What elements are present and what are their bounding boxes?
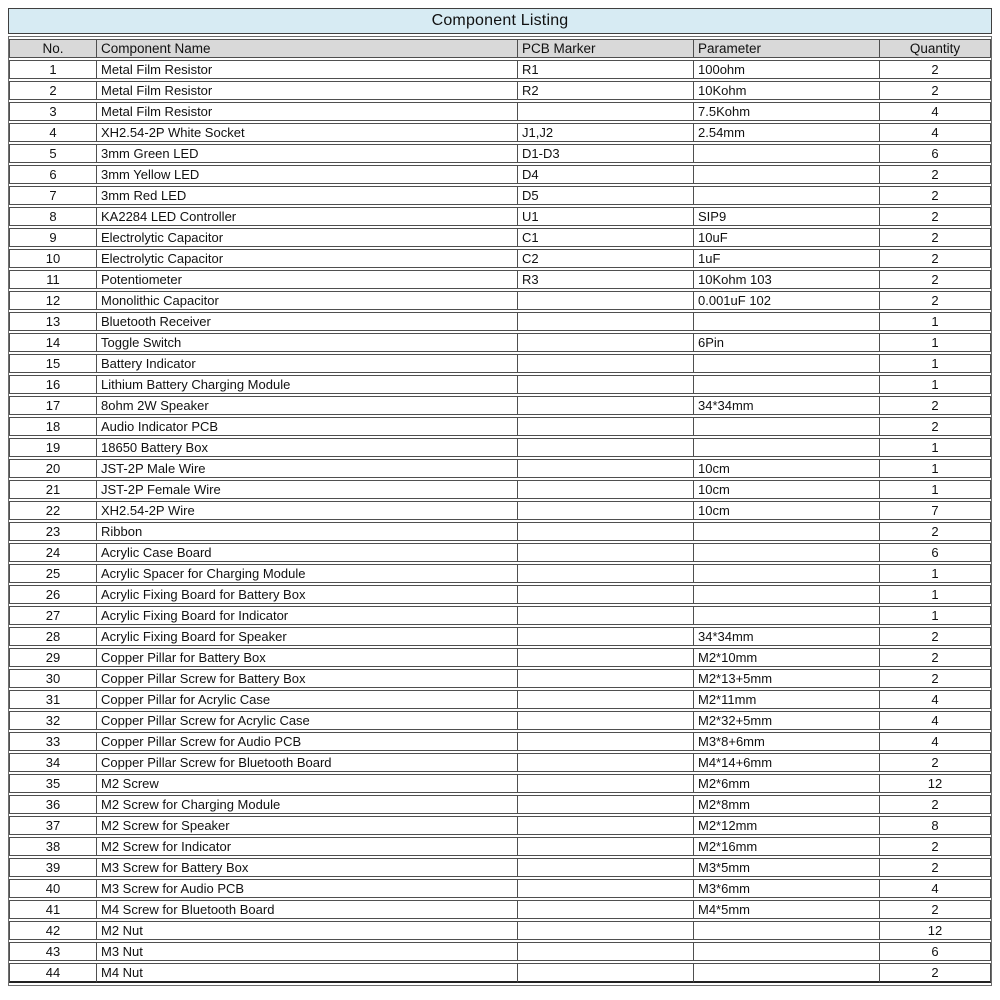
cell-pcb-marker bbox=[517, 501, 693, 520]
cell-no: 34 bbox=[9, 753, 96, 772]
cell-no: 11 bbox=[9, 270, 96, 289]
cell-parameter bbox=[693, 921, 879, 940]
cell-no: 35 bbox=[9, 774, 96, 793]
table-row bbox=[9, 795, 991, 814]
cell-no: 38 bbox=[9, 837, 96, 856]
cell-no: 19 bbox=[9, 438, 96, 457]
table-row bbox=[9, 543, 991, 562]
cell-no: 3 bbox=[9, 102, 96, 121]
table-row bbox=[9, 501, 991, 520]
cell-parameter: 10cm bbox=[693, 480, 879, 499]
table-row bbox=[9, 837, 991, 856]
cell-parameter bbox=[693, 438, 879, 457]
cell-parameter: 2.54mm bbox=[693, 123, 879, 142]
cell-component-name: Ribbon bbox=[96, 522, 517, 541]
cell-parameter: M4*14+6mm bbox=[693, 753, 879, 772]
cell-parameter: SIP9 bbox=[693, 207, 879, 226]
cell-no: 20 bbox=[9, 459, 96, 478]
cell-no: 15 bbox=[9, 354, 96, 373]
cell-component-name: M2 Screw bbox=[96, 774, 517, 793]
cell-parameter bbox=[693, 543, 879, 562]
cell-parameter bbox=[693, 165, 879, 184]
cell-quantity: 12 bbox=[879, 921, 991, 940]
cell-parameter bbox=[693, 585, 879, 604]
cell-pcb-marker bbox=[517, 732, 693, 751]
cell-pcb-marker bbox=[517, 522, 693, 541]
cell-parameter bbox=[693, 375, 879, 394]
table-row bbox=[9, 480, 991, 499]
cell-quantity: 1 bbox=[879, 333, 991, 352]
cell-pcb-marker bbox=[517, 396, 693, 415]
cell-component-name: Audio Indicator PCB bbox=[96, 417, 517, 436]
cell-component-name: M2 Nut bbox=[96, 921, 517, 940]
cell-quantity: 1 bbox=[879, 375, 991, 394]
table-row bbox=[9, 816, 991, 835]
table-row bbox=[9, 564, 991, 583]
cell-component-name: Acrylic Case Board bbox=[96, 543, 517, 562]
header-row bbox=[9, 39, 991, 58]
cell-parameter: 7.5Kohm bbox=[693, 102, 879, 121]
cell-component-name: Metal Film Resistor bbox=[96, 81, 517, 100]
cell-parameter bbox=[693, 606, 879, 625]
table-row bbox=[9, 690, 991, 709]
cell-component-name: Acrylic Fixing Board for Indicator bbox=[96, 606, 517, 625]
cell-pcb-marker bbox=[517, 900, 693, 919]
cell-quantity: 2 bbox=[879, 228, 991, 247]
cell-pcb-marker bbox=[517, 816, 693, 835]
cell-component-name: Acrylic Fixing Board for Speaker bbox=[96, 627, 517, 646]
cell-parameter: 10uF bbox=[693, 228, 879, 247]
cell-no: 9 bbox=[9, 228, 96, 247]
cell-parameter bbox=[693, 564, 879, 583]
cell-component-name: 3mm Green LED bbox=[96, 144, 517, 163]
cell-no: 12 bbox=[9, 291, 96, 310]
table-row bbox=[9, 774, 991, 793]
cell-quantity: 2 bbox=[879, 858, 991, 877]
page-title: Component Listing bbox=[8, 8, 992, 34]
cell-pcb-marker bbox=[517, 438, 693, 457]
cell-pcb-marker bbox=[517, 774, 693, 793]
cell-no: 24 bbox=[9, 543, 96, 562]
cell-quantity: 8 bbox=[879, 816, 991, 835]
cell-parameter: 34*34mm bbox=[693, 627, 879, 646]
cell-no: 5 bbox=[9, 144, 96, 163]
cell-parameter: M2*16mm bbox=[693, 837, 879, 856]
cell-pcb-marker: R2 bbox=[517, 81, 693, 100]
cell-parameter: M2*32+5mm bbox=[693, 711, 879, 730]
cell-parameter: M3*6mm bbox=[693, 879, 879, 898]
cell-no: 23 bbox=[9, 522, 96, 541]
cell-parameter: 10cm bbox=[693, 459, 879, 478]
cell-component-name: Copper Pillar for Acrylic Case bbox=[96, 690, 517, 709]
cell-pcb-marker bbox=[517, 375, 693, 394]
table-row bbox=[9, 438, 991, 457]
cell-pcb-marker bbox=[517, 543, 693, 562]
cell-pcb-marker bbox=[517, 837, 693, 856]
table-row bbox=[9, 459, 991, 478]
cell-quantity: 6 bbox=[879, 144, 991, 163]
cell-parameter: M2*12mm bbox=[693, 816, 879, 835]
cell-parameter bbox=[693, 144, 879, 163]
cell-no: 40 bbox=[9, 879, 96, 898]
cell-pcb-marker bbox=[517, 564, 693, 583]
cell-quantity: 4 bbox=[879, 732, 991, 751]
cell-quantity: 1 bbox=[879, 606, 991, 625]
column-header-parameter: Parameter bbox=[693, 39, 879, 58]
cell-component-name: Potentiometer bbox=[96, 270, 517, 289]
cell-pcb-marker: J1,J2 bbox=[517, 123, 693, 142]
cell-parameter: 0.001uF 102 bbox=[693, 291, 879, 310]
column-header-quantity: Quantity bbox=[879, 39, 991, 58]
cell-no: 30 bbox=[9, 669, 96, 688]
cell-pcb-marker: D1-D3 bbox=[517, 144, 693, 163]
cell-no: 44 bbox=[9, 963, 96, 983]
cell-pcb-marker: R1 bbox=[517, 60, 693, 79]
cell-quantity: 4 bbox=[879, 123, 991, 142]
cell-pcb-marker bbox=[517, 669, 693, 688]
cell-component-name: M3 Screw for Battery Box bbox=[96, 858, 517, 877]
cell-quantity: 2 bbox=[879, 627, 991, 646]
cell-quantity: 1 bbox=[879, 354, 991, 373]
cell-no: 21 bbox=[9, 480, 96, 499]
cell-parameter bbox=[693, 312, 879, 331]
cell-no: 31 bbox=[9, 690, 96, 709]
cell-quantity: 2 bbox=[879, 753, 991, 772]
cell-quantity: 2 bbox=[879, 291, 991, 310]
table-row bbox=[9, 648, 991, 667]
cell-parameter: M2*8mm bbox=[693, 795, 879, 814]
cell-no: 14 bbox=[9, 333, 96, 352]
cell-parameter: 34*34mm bbox=[693, 396, 879, 415]
cell-parameter: 10Kohm 103 bbox=[693, 270, 879, 289]
cell-parameter: M2*6mm bbox=[693, 774, 879, 793]
cell-quantity: 2 bbox=[879, 60, 991, 79]
table-row bbox=[9, 144, 991, 163]
cell-pcb-marker: C2 bbox=[517, 249, 693, 268]
cell-pcb-marker: D4 bbox=[517, 165, 693, 184]
cell-component-name: Lithium Battery Charging Module bbox=[96, 375, 517, 394]
cell-quantity: 2 bbox=[879, 396, 991, 415]
cell-parameter bbox=[693, 522, 879, 541]
cell-pcb-marker bbox=[517, 921, 693, 940]
cell-no: 33 bbox=[9, 732, 96, 751]
cell-quantity: 1 bbox=[879, 438, 991, 457]
cell-pcb-marker bbox=[517, 711, 693, 730]
cell-pcb-marker bbox=[517, 963, 693, 983]
cell-component-name: JST-2P Male Wire bbox=[96, 459, 517, 478]
cell-component-name: M3 Nut bbox=[96, 942, 517, 961]
cell-quantity: 1 bbox=[879, 585, 991, 604]
cell-pcb-marker bbox=[517, 585, 693, 604]
cell-component-name: M3 Screw for Audio PCB bbox=[96, 879, 517, 898]
cell-no: 18 bbox=[9, 417, 96, 436]
cell-pcb-marker bbox=[517, 606, 693, 625]
table-row bbox=[9, 627, 991, 646]
column-header-component-name: Component Name bbox=[96, 39, 517, 58]
cell-no: 2 bbox=[9, 81, 96, 100]
cell-no: 29 bbox=[9, 648, 96, 667]
cell-no: 17 bbox=[9, 396, 96, 415]
table-row bbox=[9, 333, 991, 352]
cell-pcb-marker bbox=[517, 690, 693, 709]
table-row bbox=[9, 186, 991, 205]
cell-quantity: 2 bbox=[879, 186, 991, 205]
cell-quantity: 2 bbox=[879, 207, 991, 226]
table-row bbox=[9, 606, 991, 625]
cell-parameter bbox=[693, 354, 879, 373]
cell-parameter: M4*5mm bbox=[693, 900, 879, 919]
cell-component-name: Copper Pillar Screw for Acrylic Case bbox=[96, 711, 517, 730]
column-header-pcb-marker: PCB Marker bbox=[517, 39, 693, 58]
cell-component-name: 3mm Yellow LED bbox=[96, 165, 517, 184]
cell-pcb-marker bbox=[517, 102, 693, 121]
cell-quantity: 2 bbox=[879, 648, 991, 667]
table-row bbox=[9, 522, 991, 541]
cell-quantity: 2 bbox=[879, 837, 991, 856]
cell-no: 7 bbox=[9, 186, 96, 205]
table-row bbox=[9, 375, 991, 394]
table-row bbox=[9, 102, 991, 121]
cell-no: 27 bbox=[9, 606, 96, 625]
cell-no: 37 bbox=[9, 816, 96, 835]
cell-component-name: Toggle Switch bbox=[96, 333, 517, 352]
table-row bbox=[9, 165, 991, 184]
table-row bbox=[9, 81, 991, 100]
cell-no: 13 bbox=[9, 312, 96, 331]
table-body bbox=[9, 60, 991, 983]
cell-quantity: 4 bbox=[879, 690, 991, 709]
cell-component-name: M2 Screw for Speaker bbox=[96, 816, 517, 835]
cell-component-name: Copper Pillar Screw for Audio PCB bbox=[96, 732, 517, 751]
table-row bbox=[9, 879, 991, 898]
cell-no: 6 bbox=[9, 165, 96, 184]
cell-pcb-marker: C1 bbox=[517, 228, 693, 247]
table-row bbox=[9, 417, 991, 436]
cell-pcb-marker bbox=[517, 312, 693, 331]
cell-quantity: 2 bbox=[879, 165, 991, 184]
cell-parameter: M3*8+6mm bbox=[693, 732, 879, 751]
cell-quantity: 2 bbox=[879, 963, 991, 983]
table-row bbox=[9, 900, 991, 919]
cell-no: 28 bbox=[9, 627, 96, 646]
cell-parameter: 10cm bbox=[693, 501, 879, 520]
cell-pcb-marker bbox=[517, 417, 693, 436]
cell-parameter: 1uF bbox=[693, 249, 879, 268]
cell-pcb-marker bbox=[517, 291, 693, 310]
cell-quantity: 1 bbox=[879, 480, 991, 499]
cell-parameter: M3*5mm bbox=[693, 858, 879, 877]
table-row bbox=[9, 312, 991, 331]
cell-component-name: JST-2P Female Wire bbox=[96, 480, 517, 499]
cell-quantity: 2 bbox=[879, 249, 991, 268]
cell-quantity: 1 bbox=[879, 564, 991, 583]
cell-quantity: 6 bbox=[879, 942, 991, 961]
cell-no: 10 bbox=[9, 249, 96, 268]
cell-parameter: M2*11mm bbox=[693, 690, 879, 709]
cell-quantity: 4 bbox=[879, 102, 991, 121]
cell-component-name: 18650 Battery Box bbox=[96, 438, 517, 457]
cell-quantity: 1 bbox=[879, 312, 991, 331]
cell-component-name: 3mm Red LED bbox=[96, 186, 517, 205]
cell-component-name: Copper Pillar Screw for Battery Box bbox=[96, 669, 517, 688]
cell-quantity: 2 bbox=[879, 417, 991, 436]
cell-component-name: Copper Pillar Screw for Bluetooth Board bbox=[96, 753, 517, 772]
cell-component-name: M2 Screw for Indicator bbox=[96, 837, 517, 856]
table-header bbox=[9, 39, 991, 58]
cell-pcb-marker bbox=[517, 627, 693, 646]
cell-pcb-marker bbox=[517, 858, 693, 877]
cell-component-name: Metal Film Resistor bbox=[96, 102, 517, 121]
cell-component-name: XH2.54-2P White Socket bbox=[96, 123, 517, 142]
cell-parameter bbox=[693, 942, 879, 961]
cell-no: 16 bbox=[9, 375, 96, 394]
cell-pcb-marker: R3 bbox=[517, 270, 693, 289]
cell-pcb-marker bbox=[517, 753, 693, 772]
table-row bbox=[9, 753, 991, 772]
cell-no: 8 bbox=[9, 207, 96, 226]
cell-no: 25 bbox=[9, 564, 96, 583]
cell-quantity: 4 bbox=[879, 879, 991, 898]
table-row bbox=[9, 585, 991, 604]
cell-pcb-marker bbox=[517, 795, 693, 814]
table-row bbox=[9, 249, 991, 268]
cell-no: 4 bbox=[9, 123, 96, 142]
cell-parameter: 6Pin bbox=[693, 333, 879, 352]
table-row bbox=[9, 228, 991, 247]
cell-no: 42 bbox=[9, 921, 96, 940]
cell-parameter bbox=[693, 417, 879, 436]
cell-quantity: 2 bbox=[879, 270, 991, 289]
cell-pcb-marker bbox=[517, 333, 693, 352]
table-row bbox=[9, 732, 991, 751]
cell-component-name: Acrylic Fixing Board for Battery Box bbox=[96, 585, 517, 604]
table-row bbox=[9, 921, 991, 940]
cell-quantity: 7 bbox=[879, 501, 991, 520]
cell-quantity: 12 bbox=[879, 774, 991, 793]
cell-quantity: 2 bbox=[879, 522, 991, 541]
table-row bbox=[9, 270, 991, 289]
cell-pcb-marker bbox=[517, 459, 693, 478]
table-row bbox=[9, 354, 991, 373]
cell-pcb-marker bbox=[517, 942, 693, 961]
cell-component-name: Battery Indicator bbox=[96, 354, 517, 373]
cell-parameter: M2*10mm bbox=[693, 648, 879, 667]
table-row bbox=[9, 858, 991, 877]
cell-component-name: M2 Screw for Charging Module bbox=[96, 795, 517, 814]
cell-component-name: Copper Pillar for Battery Box bbox=[96, 648, 517, 667]
cell-no: 1 bbox=[9, 60, 96, 79]
cell-no: 26 bbox=[9, 585, 96, 604]
cell-no: 22 bbox=[9, 501, 96, 520]
component-listing-table bbox=[8, 36, 992, 986]
cell-pcb-marker bbox=[517, 354, 693, 373]
cell-quantity: 2 bbox=[879, 900, 991, 919]
cell-pcb-marker bbox=[517, 648, 693, 667]
cell-component-name: Monolithic Capacitor bbox=[96, 291, 517, 310]
column-header-no: No. bbox=[9, 39, 96, 58]
cell-component-name: Electrolytic Capacitor bbox=[96, 228, 517, 247]
cell-component-name: XH2.54-2P Wire bbox=[96, 501, 517, 520]
cell-component-name: KA2284 LED Controller bbox=[96, 207, 517, 226]
table-row bbox=[9, 669, 991, 688]
cell-quantity: 1 bbox=[879, 459, 991, 478]
cell-no: 43 bbox=[9, 942, 96, 961]
cell-quantity: 2 bbox=[879, 81, 991, 100]
cell-component-name: Electrolytic Capacitor bbox=[96, 249, 517, 268]
table-row bbox=[9, 123, 991, 142]
cell-pcb-marker: U1 bbox=[517, 207, 693, 226]
cell-component-name: 8ohm 2W Speaker bbox=[96, 396, 517, 415]
cell-parameter bbox=[693, 963, 879, 983]
table-row bbox=[9, 291, 991, 310]
cell-parameter: M2*13+5mm bbox=[693, 669, 879, 688]
table-row bbox=[9, 963, 991, 983]
cell-parameter: 10Kohm bbox=[693, 81, 879, 100]
table-row bbox=[9, 396, 991, 415]
table-row bbox=[9, 711, 991, 730]
table-row bbox=[9, 942, 991, 961]
table-row bbox=[9, 60, 991, 79]
cell-no: 36 bbox=[9, 795, 96, 814]
cell-component-name: Acrylic Spacer for Charging Module bbox=[96, 564, 517, 583]
cell-component-name: M4 Screw for Bluetooth Board bbox=[96, 900, 517, 919]
cell-no: 39 bbox=[9, 858, 96, 877]
cell-component-name: M4 Nut bbox=[96, 963, 517, 983]
table-row bbox=[9, 207, 991, 226]
cell-pcb-marker bbox=[517, 480, 693, 499]
cell-quantity: 4 bbox=[879, 711, 991, 730]
cell-parameter: 100ohm bbox=[693, 60, 879, 79]
cell-pcb-marker bbox=[517, 879, 693, 898]
cell-component-name: Bluetooth Receiver bbox=[96, 312, 517, 331]
cell-component-name: Metal Film Resistor bbox=[96, 60, 517, 79]
cell-quantity: 2 bbox=[879, 795, 991, 814]
cell-quantity: 6 bbox=[879, 543, 991, 562]
cell-parameter bbox=[693, 186, 879, 205]
cell-no: 41 bbox=[9, 900, 96, 919]
cell-no: 32 bbox=[9, 711, 96, 730]
cell-pcb-marker: D5 bbox=[517, 186, 693, 205]
cell-quantity: 2 bbox=[879, 669, 991, 688]
